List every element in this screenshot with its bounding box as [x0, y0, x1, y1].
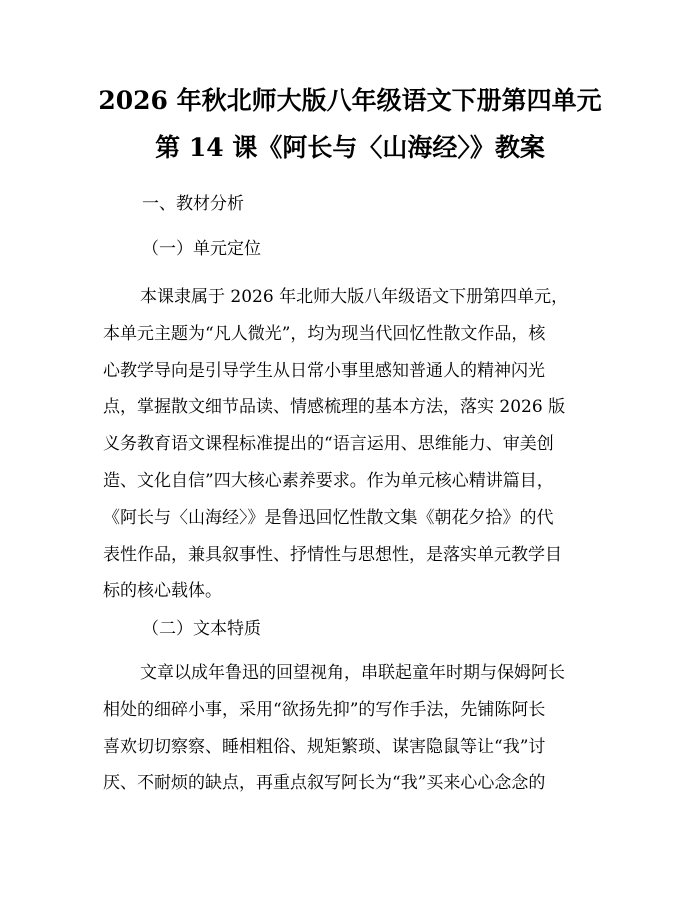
paragraph-line: 《阿长与〈山海经〉》是鲁迅回忆性散文集《朝花夕拾》的代 [103, 507, 554, 528]
paragraph-line: 文章以成年鲁迅的回望视角，串联起童年时期与保姆阿长 [140, 663, 565, 683]
paragraph-unit-positioning [103, 286, 599, 617]
paragraph-line: 表性作品，兼具叙事性、抒情性与思想性，是落实单元教学目 [103, 544, 562, 565]
paragraph-line: 本课隶属于 2026 年北师大版八年级语文下册第四单元， [140, 287, 569, 307]
paragraph-line: 厌、不耐烦的缺点，再重点叙写阿长为“我”买来心心念念的 [103, 773, 546, 794]
paragraph-line: 造、文化自信”四大核心素养要求。作为单元核心精讲篇目， [103, 470, 554, 491]
paragraph-text-features [103, 662, 599, 809]
paragraph-line: 心教学导向是引导学生从日常小事里感知普通人的精神闪光 [103, 360, 545, 381]
paragraph-line: 标的核心载体。 [103, 581, 222, 602]
paragraph-line: 相处的细碎小事，采用“欲扬先抑”的写作手法，先铺陈阿长 [103, 699, 546, 720]
paragraph-line: 喜欢切切察察、睡相粗俗、规矩繁琐、谋害隐鼠等让“我”讨 [103, 736, 546, 757]
paragraph-line: 义务教育语文课程标准提出的“语言运用、思维能力、审美创 [103, 434, 554, 455]
document-title-line-1: 2026 年秋北师大版八年级语文下册第四单元 [98, 86, 602, 115]
document-title-line-2: 第 14 课《阿长与〈山海经〉》教案 [155, 133, 545, 162]
paragraph-line: 点，掌握散文细节品读、情感梳理的基本方法，落实 2026 版 [103, 397, 566, 418]
section-heading-textbook-analysis: 一、教材分析 [142, 194, 244, 214]
subsection-heading-text-features: （二）文本特质 [142, 619, 261, 639]
subsection-heading-unit-positioning: （一）单元定位 [142, 239, 261, 259]
paragraph-line: 本单元主题为“凡人微光”，均为现当代回忆性散文作品，核 [103, 323, 546, 344]
